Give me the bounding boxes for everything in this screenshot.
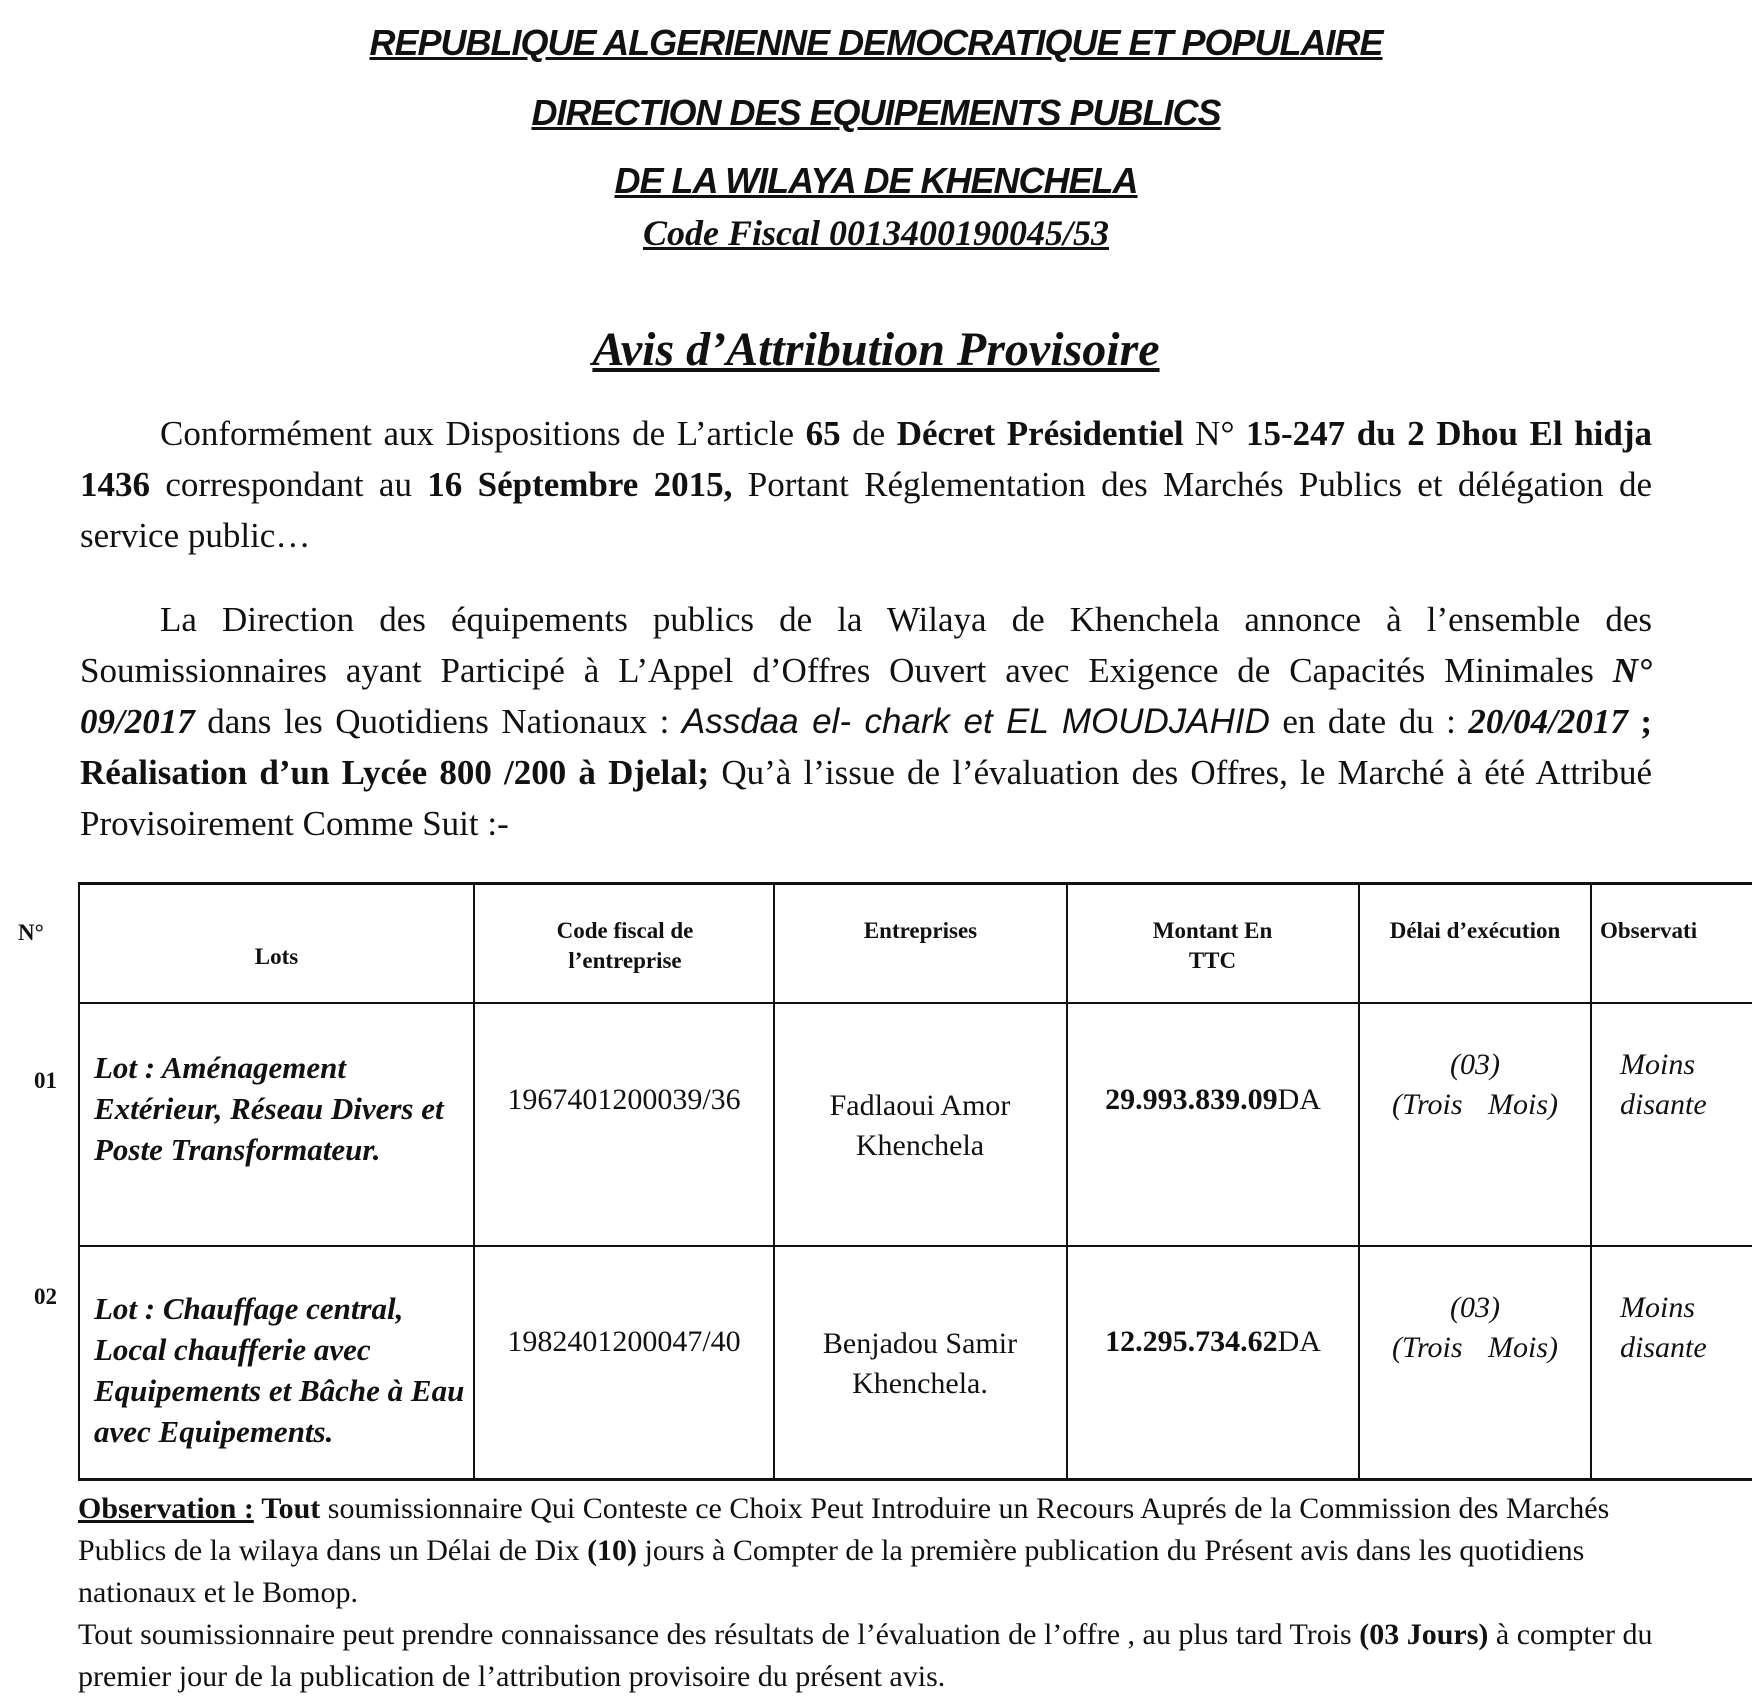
row-delai-text: (Trois Mois): [1391, 1088, 1559, 1121]
header-delai: Délai d’exécution: [1389, 918, 1561, 943]
table-row-divider: [78, 1245, 1752, 1247]
announcement-paragraph: [80, 594, 1652, 849]
header-wilaya: DE LA WILAYA DE KHENCHELA: [614, 160, 1138, 201]
observation-text-3: Tout soumissionnaire peut prendre connaissance des résultats de l’évaluation de l’offre , au plus tard Trois: [78, 1618, 1360, 1651]
row-entreprise: Benjadou Samir Khenchela.: [822, 1327, 1018, 1400]
header-montant: Montant En TTC: [1152, 918, 1273, 973]
recourse-days: (10): [587, 1534, 638, 1567]
para1-text-5: Portant Réglementation des Marchés Publics et délégation de service public…: [80, 465, 1653, 555]
row-number: 02: [34, 1284, 57, 1309]
para1-text-3: N°: [1183, 414, 1247, 453]
table-col-line-4: [1066, 882, 1068, 1481]
row-montant: [1068, 1322, 1358, 1362]
row-observation: Moins disante: [1620, 1291, 1707, 1364]
tender-number: N° 09/2017: [80, 651, 1652, 741]
newspapers: Assdaa el- chark et EL MOUDJAHID: [681, 702, 1270, 741]
para1-text-2: de: [840, 414, 897, 453]
consultation-days: (03 Jours): [1359, 1618, 1489, 1651]
row-code-fiscal: 1982401200047/40: [507, 1325, 741, 1358]
row-delai-number: (03): [1450, 1291, 1500, 1324]
header-republic: REPUBLIQUE ALGERIENNE DEMOCRATIQUE ET POPULAIRE: [369, 22, 1383, 63]
header-code-fiscal: Code Fiscal 0013400190045/53: [643, 213, 1109, 253]
para2-text-3: en date du :: [1269, 702, 1469, 741]
table-col-line-3: [773, 882, 775, 1481]
row-entreprise: Fadlaoui Amor Khenchela: [829, 1089, 1011, 1162]
para2-text-2: dans les Quotidiens Nationaux :: [194, 702, 682, 741]
header-direction: DIRECTION DES EQUIPEMENTS PUBLICS: [531, 92, 1221, 133]
row-montant: [1068, 1080, 1358, 1120]
observation-paragraph: [78, 1488, 1678, 1698]
observation-text-1: soumissionnaire Qui Conteste ce Choix Peut Introduire un Recours Auprés de la Commission des Marchés Publics de la wilaya dans un Délai de Dix: [78, 1492, 1610, 1567]
header-observation: Observati: [1600, 918, 1698, 943]
para1-text-1: Conformément aux Dispositions de L’article: [160, 414, 806, 453]
row-lot: Lot : Aménagement Extérieur, Réseau Divers et Poste Transformateur.: [94, 1050, 444, 1167]
header-code-fiscal: Code fiscal de l’entreprise: [556, 918, 694, 973]
observation-label: Observation :: [78, 1492, 254, 1525]
header-no: N°: [18, 920, 44, 945]
decree-number: 15-247 du 2 Dhou El hidja 1436: [80, 414, 1652, 504]
observation-text-2: jours à Compter de la première publication du Présent avis dans les quotidiens nationaux et le Bomop.: [78, 1534, 1585, 1609]
row-montant-unit: DA: [1277, 1325, 1321, 1358]
table-col-line-5: [1358, 882, 1360, 1481]
row-montant-unit: DA: [1277, 1083, 1321, 1116]
intro-paragraph: [80, 408, 1652, 561]
row-number: 01: [34, 1068, 57, 1093]
para2-text-1: La Direction des équipements publics de la Wilaya de Khenchela annonce à l’ensemble des Soumissionnaires ayant Participé à L’Appel d’Offres Ouvert avec Exigence de Capacités Minimales: [80, 600, 1652, 690]
table-header-divider: [78, 1002, 1752, 1004]
decree-type: Décret Présidentiel: [896, 414, 1184, 453]
para2-separator: ;: [1627, 702, 1653, 741]
document-title: Avis d’Attribution Provisoire: [592, 323, 1160, 376]
observation-text-4: à compter du premier jour de la publication de l’attribution provisoire du présent avis.: [78, 1618, 1653, 1693]
row-delai-text: (Trois Mois): [1391, 1331, 1559, 1364]
publication-date: 20/04/2017: [1468, 702, 1628, 741]
row-montant-value: 12.295.734.62: [1105, 1325, 1278, 1358]
header-entreprises: Entreprises: [863, 918, 978, 943]
row-code-fiscal: 1967401200039/36: [507, 1083, 741, 1116]
row-lot: Lot : Chauffage central, Local chaufferie avec Equipements et Bâche à Eau avec Equipements.: [94, 1291, 465, 1449]
table-border-top: [78, 882, 1752, 885]
row-delai-number: (03): [1450, 1048, 1500, 1081]
attribution-table: [0, 882, 1752, 1482]
para2-text-5: Qu’à l’issue de l’évaluation des Offres, le Marché à été Attribué Provisoirement Comme Suit :-: [80, 753, 1652, 843]
observation-bold-1: Tout: [261, 1492, 321, 1525]
row-montant-value: 29.993.839.09: [1105, 1083, 1278, 1116]
header-lots: Lots: [254, 944, 299, 969]
project-name: Réalisation d’un Lycée 800 /200 à Djelal;: [80, 753, 710, 792]
row-observation: Moins disante: [1620, 1048, 1707, 1121]
table-col-line-6: [1590, 882, 1592, 1481]
para1-text-4: correspondant au: [150, 465, 428, 504]
article-number: 65: [805, 414, 841, 453]
table-border-bottom: [78, 1478, 1752, 1481]
decree-date: 16 Séptembre 2015,: [427, 465, 733, 504]
